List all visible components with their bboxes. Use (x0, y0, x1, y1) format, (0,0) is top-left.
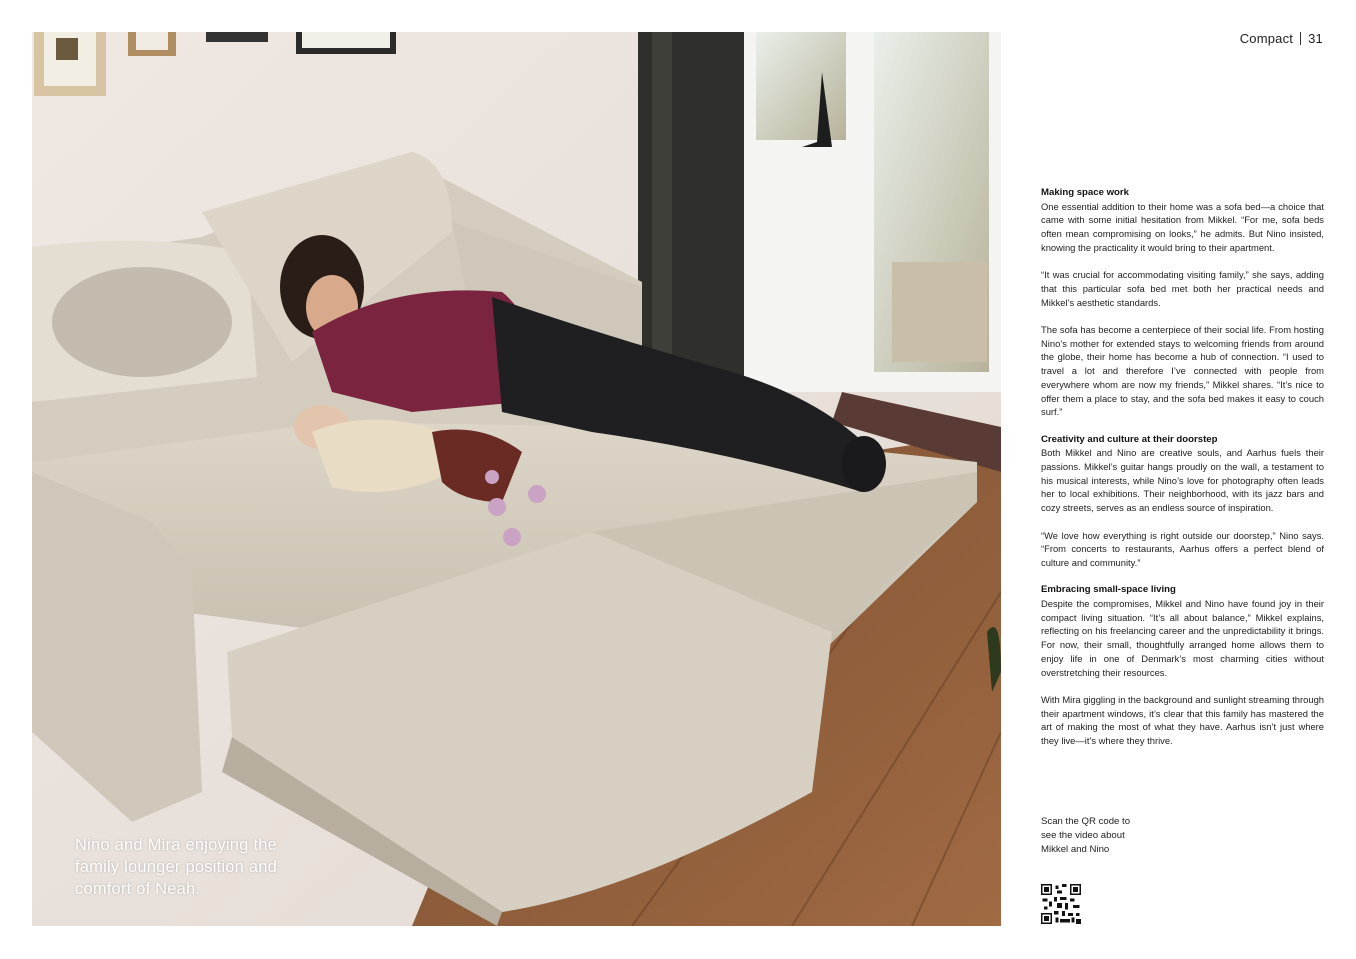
qr-line: Mikkel and Nino (1041, 843, 1110, 855)
section-title: Compact (1239, 31, 1294, 46)
sofa-bed-scene-illustration (32, 32, 1001, 926)
qr-line: Scan the QR code to (1041, 816, 1131, 827)
paragraph: With Mira giggling in the background and sunlight streaming through their apartment windows, it’s clear that this family has mastered the art of making the most of what they have. Aarhus isn’t just where they live—it’s where they thrive. (1041, 693, 1324, 747)
article-section (1041, 583, 1324, 747)
paragraph: The sofa has become a centerpiece of their social life. From hosting Nino’s mother for extended stays to welcoming friends from around the globe, their home has become a hub of connection. “I used to travel a lot and therefore I’ve connected with people from everywhere whom are now my friends,” Mikkel shares. “It’s nice to offer them a place to stay, and the sofa bed makes it easy to couch surf.” (1041, 324, 1324, 418)
qr-line: see the video about (1041, 829, 1125, 841)
qr-code-icon[interactable] (1041, 884, 1081, 924)
paragraph: One essential addition to their home was a sofa bed—a choice that came with some initial hesitation from Mikkel. “For me, sofa beds often mean compromising on looks,” he admits. But Nino insisted, knowing the practicality it would bring to their apartment. (1041, 200, 1324, 253)
article-section (1041, 186, 1324, 419)
section-heading: Creativity and culture at their doorstep (1041, 433, 1218, 445)
paragraph: Despite the compromises, Mikkel and Nino have found joy in their compact living situation. “It’s all about balance,” Mikkel explains, reflecting on his freelancing career and the unpredictability it brings. For now, their small, thoughtfully arranged home allows them to enjoy life in one of Denmark’s most charming cities without overstretching their resources. (1041, 598, 1324, 678)
paragraph: “It was crucial for accommodating visiting family,” she says, adding that this particular sofa bed met both her practical needs and Mikkel’s aesthetic standards. (1041, 269, 1324, 308)
paragraph: “We love how everything is right outside our doorstep,” Nino says. “From concerts to restaurants, Aarhus offers a perfect blend of culture and community.” (1041, 529, 1324, 568)
photo-caption: Nino and Mira enjoying the family lounger position and comfort of Neah. (75, 836, 277, 898)
page-header (1240, 31, 1323, 46)
qr-instructions (1041, 815, 1161, 856)
header-divider (1300, 32, 1301, 45)
article-section (1041, 433, 1324, 570)
paragraph: Both Mikkel and Nino are creative souls, and Aarhus fuels their passions. Mikkel’s guitar hangs proudly on the wall, a testament to his musical interests, while Nino’s love for photography often leads her to local exhibitions. Their neighborhood, with its jazz bars and cozy streets, serves as an endless source of inspiration. (1041, 447, 1324, 514)
lifestyle-photo (32, 32, 1001, 926)
section-heading: Embracing small-space living (1041, 584, 1176, 596)
section-heading: Making space work (1041, 187, 1129, 198)
page-number: 31 (1308, 31, 1323, 46)
article-body (1041, 186, 1324, 761)
